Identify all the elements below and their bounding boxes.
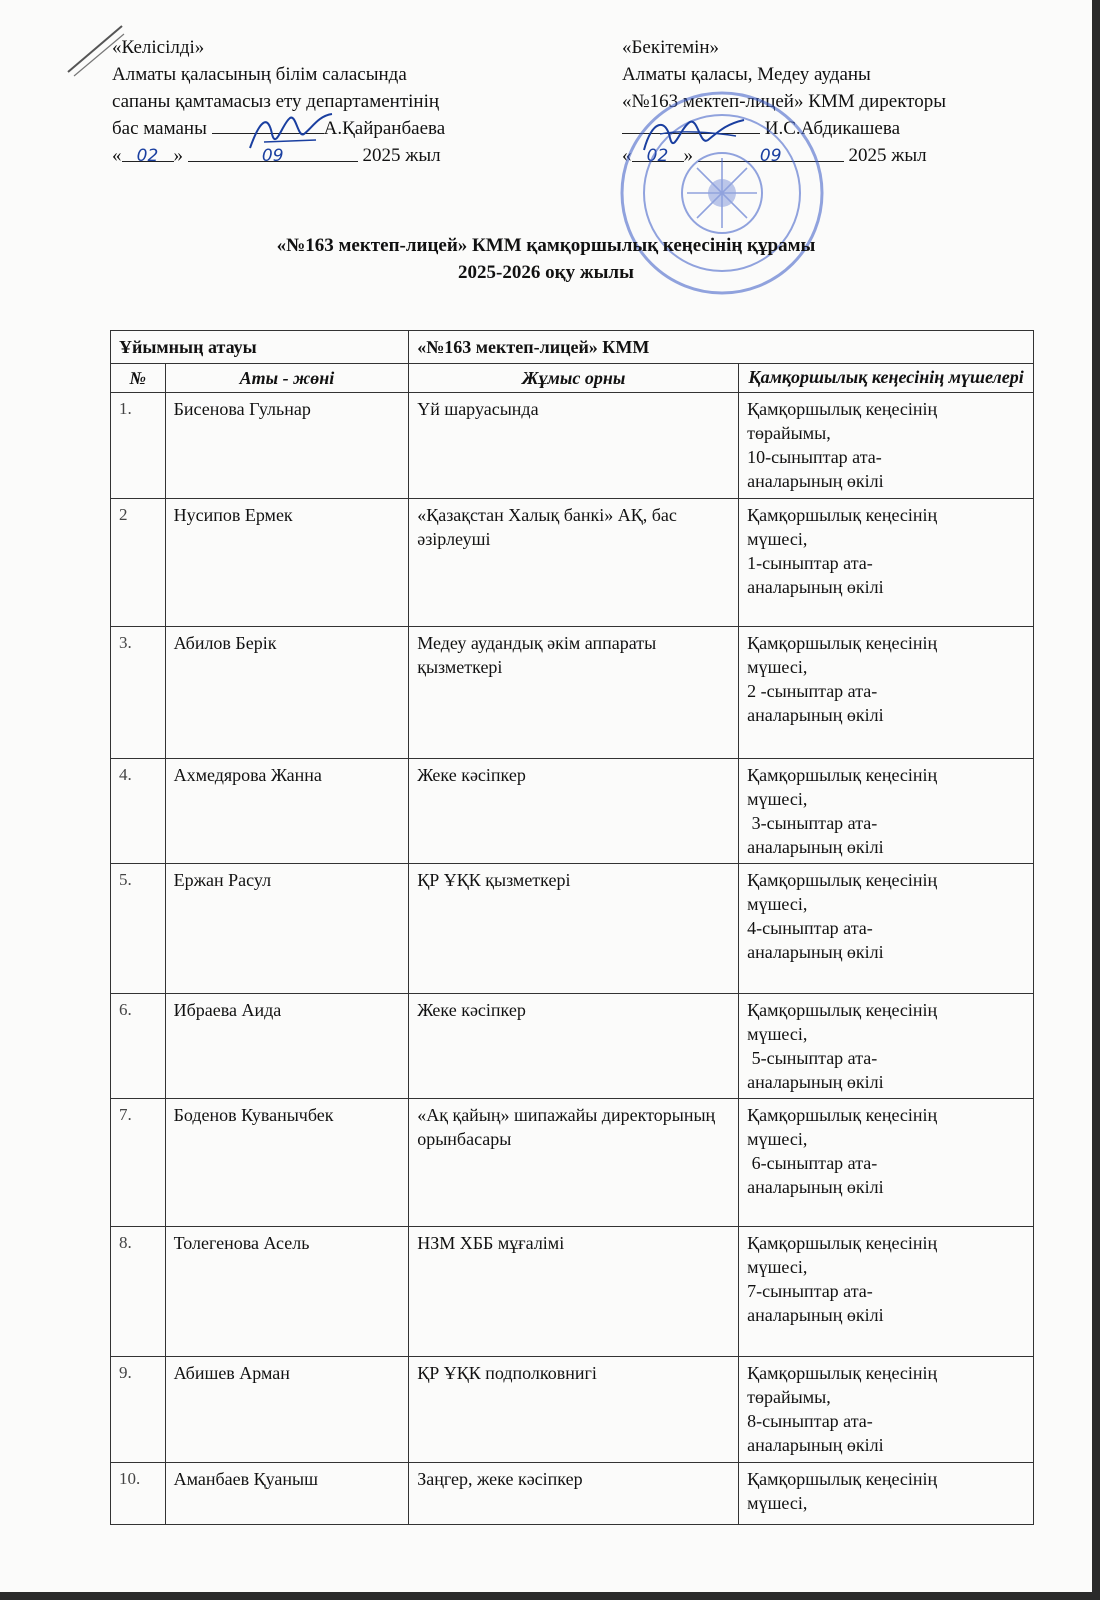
agreed-line-2: сапаны қамтамасыз ету департаментінің	[112, 91, 440, 112]
role-line: 7-сыныптар ата-	[747, 1281, 873, 1301]
council-table	[110, 330, 1034, 1525]
org-row	[111, 331, 1034, 364]
member-name: Абишев Арман	[165, 1357, 409, 1463]
member-role	[739, 627, 1034, 759]
role-line: 10-сыныптар ата-	[747, 447, 882, 467]
table-row	[111, 1227, 1034, 1357]
agreed-title: «Келісілді»	[112, 37, 205, 58]
header-num: №	[111, 364, 166, 393]
role-line: аналарының өкілі	[747, 942, 884, 962]
row-number: 2	[111, 499, 166, 627]
row-number: 7.	[111, 1099, 166, 1227]
member-role	[739, 1463, 1034, 1525]
role-line: Қамқоршылық кеңесінің	[747, 1469, 938, 1489]
table-row	[111, 1099, 1034, 1227]
title-line-1: «№163 мектеп-лицей» КММ қамқоршылық кеңесінің құрамы	[276, 235, 816, 256]
role-line: аналарының өкілі	[747, 1177, 884, 1197]
role-line: 1-сыныптар ата-	[747, 553, 873, 573]
member-workplace: ҚР ҰҚК подполковнигі	[409, 1357, 739, 1463]
role-line: аналарының өкілі	[747, 1305, 884, 1325]
table-header	[111, 364, 1034, 393]
member-name: Нусипов Ермек	[165, 499, 409, 627]
member-workplace: Заңгер, жеке кәсіпкер	[409, 1463, 739, 1525]
date-month: 09	[698, 143, 844, 162]
table-row	[111, 994, 1034, 1099]
row-number: 9.	[111, 1357, 166, 1463]
agreed-position: бас маманы	[112, 118, 207, 139]
member-name: Толегенова Асель	[165, 1227, 409, 1357]
role-line: 2 -сыныптар ата-	[747, 681, 878, 701]
approved-name: И.С.Абдикашева	[764, 118, 901, 139]
agreed-block	[112, 34, 572, 169]
row-number: 6.	[111, 994, 166, 1099]
date-year: 2025 жыл	[362, 145, 441, 166]
agreed-signatory	[112, 115, 572, 142]
role-line: мүшесі,	[747, 1257, 808, 1277]
table-row	[111, 499, 1034, 627]
role-line: 5-сыныптар ата-	[747, 1048, 878, 1068]
row-number: 8.	[111, 1227, 166, 1357]
right-signature-icon	[640, 110, 750, 162]
table-row	[111, 1463, 1034, 1525]
org-value: «№163 мектеп-лицей» КММ	[409, 331, 1034, 364]
table-row	[111, 627, 1034, 759]
member-name: Бисенова Гульнар	[165, 393, 409, 499]
role-line: Қамқоршылық кеңесінің	[747, 765, 938, 785]
role-line: Қамқоршылық кеңесінің	[747, 1000, 938, 1020]
member-name: Боденов Куванычбек	[165, 1099, 409, 1227]
member-name: Ахмедярова Жанна	[165, 759, 409, 864]
role-line: аналарының өкілі	[747, 471, 884, 491]
role-line: Қамқоршылық кеңесінің	[747, 633, 938, 653]
role-line: Қамқоршылық кеңесінің	[747, 399, 938, 419]
role-line: мүшесі,	[747, 1129, 808, 1149]
member-role	[739, 1357, 1034, 1463]
date-day: 02	[122, 143, 174, 162]
agreed-name: А.Қайранбаева	[323, 118, 446, 139]
member-workplace: «Қазақстан Халық банкі» АҚ, бас әзірлеуші	[409, 499, 739, 627]
row-number: 5.	[111, 864, 166, 994]
role-line: мүшесі,	[747, 657, 808, 677]
role-line: Қамқоршылық кеңесінің	[747, 870, 938, 890]
role-line: Қамқоршылық кеңесінің	[747, 1363, 938, 1383]
role-line: мүшесі,	[747, 894, 808, 914]
role-line: аналарының өкілі	[747, 837, 884, 857]
member-name: Аманбаев Қуаныш	[165, 1463, 409, 1525]
role-line: мүшесі,	[747, 1024, 808, 1044]
row-number: 4.	[111, 759, 166, 864]
row-number: 1.	[111, 393, 166, 499]
approved-title: «Бекітемін»	[622, 37, 720, 58]
member-role	[739, 393, 1034, 499]
member-workplace: НЗМ ХББ мұғалімі	[409, 1227, 739, 1357]
member-role	[739, 864, 1034, 994]
header-name: Аты - жөні	[165, 364, 409, 393]
approved-line-2: «№163 мектеп-лицей» КММ директоры	[622, 91, 946, 112]
role-line: мүшесі,	[747, 529, 808, 549]
agreed-date: « 02 » 09 2025 жыл	[112, 145, 441, 166]
role-line: 3-сыныптар ата-	[747, 813, 878, 833]
role-line: 4-сыныптар ата-	[747, 918, 873, 938]
member-workplace: Жеке кәсіпкер	[409, 759, 739, 864]
member-role	[739, 759, 1034, 864]
role-line: 6-сыныптар ата-	[747, 1153, 878, 1173]
left-signature-icon	[246, 104, 336, 160]
row-number: 10.	[111, 1463, 166, 1525]
table-row	[111, 864, 1034, 994]
role-line: Қамқоршылық кеңесінің	[747, 1233, 938, 1253]
table-row	[111, 759, 1034, 864]
role-line: аналарының өкілі	[747, 1072, 884, 1092]
org-label: Ұйымның атауы	[111, 331, 409, 364]
role-line: төрайымы,	[747, 1387, 831, 1407]
role-line: 8-сыныптар ата-	[747, 1411, 873, 1431]
date-month: 09	[188, 143, 358, 162]
member-role	[739, 1099, 1034, 1227]
role-line: аналарының өкілі	[747, 1435, 884, 1455]
table-row	[111, 1357, 1034, 1463]
member-workplace: Медеу аудандық әкім аппараты қызметкері	[409, 627, 739, 759]
role-line: мүшесі,	[747, 789, 808, 809]
member-workplace: Жеке кәсіпкер	[409, 994, 739, 1099]
member-role	[739, 1227, 1034, 1357]
document-title	[0, 232, 1092, 286]
member-role	[739, 499, 1034, 627]
member-name: Ержан Расул	[165, 864, 409, 994]
role-line: мүшесі,	[747, 1493, 808, 1513]
table-row	[111, 393, 1034, 499]
member-workplace: ҚР ҰҚК қызметкері	[409, 864, 739, 994]
header-work: Жұмыс орны	[409, 364, 739, 393]
role-line: аналарының өкілі	[747, 705, 884, 725]
role-line: төрайымы,	[747, 423, 831, 443]
title-line-2: 2025-2026 оқу жылы	[458, 262, 634, 283]
role-line: Қамқоршылық кеңесінің	[747, 1105, 938, 1125]
member-role	[739, 994, 1034, 1099]
row-number: 3.	[111, 627, 166, 759]
member-workplace: Үй шаруасында	[409, 393, 739, 499]
approved-line-1: Алматы қаласы, Медеу ауданы	[622, 64, 871, 85]
member-name: Ибраева Аида	[165, 994, 409, 1099]
member-workplace: «Ақ қайың» шипажайы директорының орынбасары	[409, 1099, 739, 1227]
member-name: Абилов Берік	[165, 627, 409, 759]
header-role: Қамқоршылық кеңесінің мүшелері	[739, 364, 1034, 393]
role-line: аналарының өкілі	[747, 577, 884, 597]
role-line: Қамқоршылық кеңесінің	[747, 505, 938, 525]
agreed-line-1: Алматы қаласының білім саласында	[112, 64, 407, 85]
date-day: 02	[632, 143, 684, 162]
approved-date: « 02 » 09 2025 жыл	[622, 145, 927, 166]
date-year: 2025 жыл	[848, 145, 927, 166]
